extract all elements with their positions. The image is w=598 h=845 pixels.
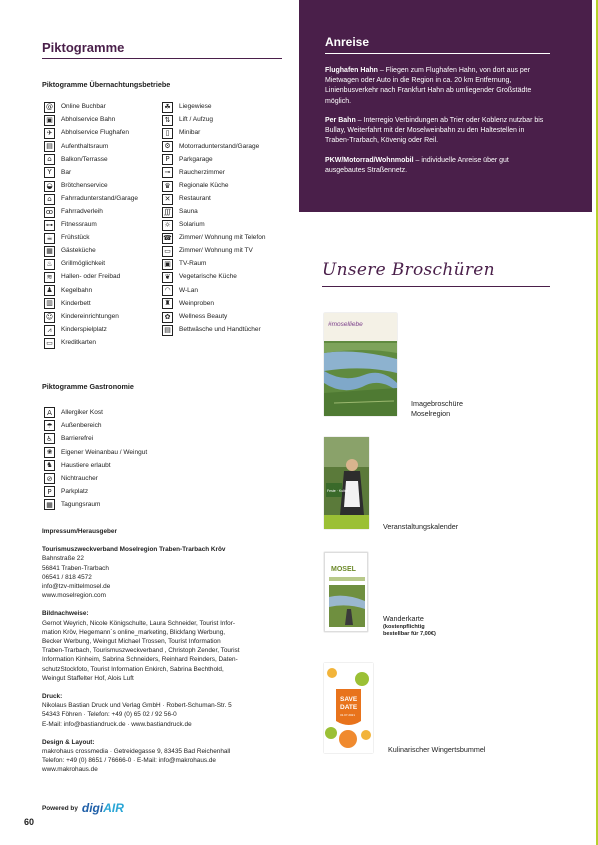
wine-tasting-icon: ♜: [162, 298, 173, 309]
plane-icon: ✈: [44, 128, 55, 139]
kids-icon: ☺: [45, 312, 54, 321]
pictogram-item: [162, 272, 237, 283]
parking-icon: P: [162, 154, 173, 165]
pictogram-label: TV-Raum: [179, 260, 207, 268]
anreise-divider: [325, 53, 550, 54]
parking-icon: P: [44, 486, 55, 497]
uebernachtung-pictogram-list: [44, 102, 294, 351]
pictogram-row: [44, 102, 294, 115]
outdoor-icon: ☂: [44, 420, 55, 431]
balcony-icon: ⌂: [44, 154, 55, 165]
pictogram-row: [44, 167, 294, 180]
pictogram-label: Fitnessraum: [61, 221, 97, 229]
lawn-icon: ☘: [162, 102, 173, 113]
pictogram-item: [44, 233, 90, 244]
anreise-pkw-paragraph: PKW/Motorrad/Wohnmobil – individuelle Anreise über gut ausgebautes Straßennetz.: [325, 157, 509, 175]
design-website-link[interactable]: www.makrohaus.de: [42, 766, 98, 774]
solarium-icon: ☼: [162, 220, 173, 231]
pictogram-label: Nichtraucher: [61, 475, 98, 483]
pictogram-item: [44, 128, 129, 139]
bildnachweise-heading: Bildnachweise:: [42, 610, 89, 618]
pictogram-item: [162, 220, 205, 231]
design-line: Telefon: +49 (0) 8651 / 76666-0 · E-Mail: info@makrohaus.de: [42, 757, 216, 765]
pictogram-item: [162, 312, 227, 323]
pictogram-item: [162, 102, 212, 113]
anreise-bahn-paragraph: Per Bahn – Interregio Verbindungen ab Trier oder Koblenz nutzbar bis Bullay, Weiterfahrt mit der Moselweinbahn zu den Haltestellen in Traben-Trarbach, Kövenig oder Reil.: [325, 117, 544, 145]
pictogram-row: [44, 181, 294, 194]
anreise-flughafen-paragraph: Flughafen Hahn – Fliegen zum Flughafen Hahn, von dort aus per Mietwagen oder Auto in die Region in ca. 20 km Entfernung, Linienbusverkehr nach Frankfurt Hahn ab umliegender Großstädte möglich.: [325, 67, 532, 105]
pictogram-label: Kinderspielplatz: [61, 325, 107, 333]
pictogram-item: [44, 220, 97, 231]
bildnachweise-line: Traben-Trarbach, Tourismuszweckverband , Christoph Zender, Tourist: [42, 647, 240, 655]
bildnachweise-line: Weingut Staffelter Hof, Alois Luft: [42, 674, 134, 682]
digiair-logo: digiAIR: [81, 801, 124, 815]
gastronomie-item: [44, 485, 244, 498]
pictogram-item: [44, 285, 92, 296]
gastronomie-item: [44, 459, 244, 472]
impressum-line: 06541 / 818 4572: [42, 573, 92, 581]
pictogram-row: [44, 128, 294, 141]
elevator-icon: ⇅: [162, 115, 173, 126]
pictogram-label: Barrierefrei: [61, 435, 94, 443]
pictogram-row: [44, 246, 294, 259]
at-icon: @: [46, 103, 53, 111]
page-number: 60: [24, 817, 35, 827]
impressum-website-link[interactable]: www.moselregion.com: [42, 592, 106, 600]
pictogram-label: Minibar: [179, 129, 201, 137]
broschueren-heading: Unsere Broschüren: [322, 260, 495, 280]
pictogram-item: [162, 233, 265, 244]
pictogram-label: Parkgarage: [179, 155, 213, 163]
pictogram-label: Motorradunterstand/Garage: [179, 142, 260, 150]
pictogram-label: Solarium: [179, 221, 205, 229]
brochure-cover-imagebroschuere[interactable]: [324, 313, 397, 416]
impressum-block: [42, 527, 282, 775]
pictogram-row: [44, 154, 294, 167]
brochure-caption-veranstaltungskalender: Veranstaltungskalender: [383, 522, 459, 531]
bildnachweise-line: mation Kröv, Hegemann´s online_marketing, Blickfang Werbung,: [42, 628, 226, 636]
pictogram-label: Tagungsraum: [61, 501, 101, 509]
allergy-icon: A: [44, 407, 55, 418]
anreise-heading: Anreise: [325, 35, 370, 49]
pictogram-row: [44, 285, 294, 298]
pictogram-item: [162, 167, 225, 178]
minibar-icon: ▯: [162, 128, 173, 139]
uebernachtung-subheading: Piktogramme Übernachtungsbetriebe: [42, 80, 171, 89]
pictogram-row: [44, 338, 294, 351]
pictogram-label: Kindereinrichtungen: [61, 312, 119, 320]
pictogram-item: [44, 246, 96, 257]
pictogram-item: [44, 115, 115, 126]
cover-title-text: #moselliebe: [328, 321, 363, 328]
no-smoking-icon: ⊘: [44, 473, 55, 484]
bildnachweise-line: Gernot Weyrich, Nicole Königschulte, Laura Schneider, Tourist Infor-: [42, 619, 235, 627]
pictogram-item: [162, 115, 213, 126]
pictogram-label: Kegelbahn: [61, 286, 93, 294]
pictogram-item: [44, 194, 138, 205]
pictogram-label: Sauna: [179, 208, 198, 215]
bike-garage-icon: ⌂: [44, 194, 55, 205]
impressum-heading: Impressum/Herausgeber: [42, 528, 117, 535]
bar-icon: Y: [44, 167, 55, 178]
powered-by-label: Powered by: [42, 804, 78, 812]
impressum-line: Bahnstraße 22: [42, 555, 84, 563]
bus-icon: ▣: [44, 115, 55, 126]
brochure-cover-wingertsbummel[interactable]: [324, 663, 373, 753]
pictogram-row: [44, 115, 294, 128]
gastronomie-pictogram-list: [44, 406, 244, 512]
wheelchair-icon: ♿: [44, 433, 55, 444]
pictogram-item: [162, 194, 211, 205]
wifi-icon: ◠: [162, 285, 173, 296]
tv-room-icon: ▣: [162, 259, 173, 270]
design-line: makrohaus crossmedia · Getreidegasse 9, 83435 Bad Reichenhall: [42, 748, 231, 756]
pictogram-label: Balkon/Terrasse: [61, 155, 108, 163]
meeting-room-icon: ▦: [44, 499, 55, 510]
impressum-line: 56841 Traben-Trarbach: [42, 564, 109, 572]
gastronomie-item: [44, 446, 244, 459]
pictogram-item: [44, 141, 108, 152]
druck-line: Nikolaus Bastian Druck und Verlag GmbH · Robert-Schuman-Str. 5: [42, 702, 232, 710]
pictogram-label: Fahrradunterstand/Garage: [61, 194, 138, 202]
pictogram-item: [44, 207, 103, 218]
pictogram-item: [44, 312, 119, 323]
sauna-icon: ∭: [163, 207, 172, 216]
pictogram-label: Abholservice Flughafen: [61, 129, 129, 137]
lounge-icon: ▤: [44, 141, 55, 152]
pictogram-label: Allergiker Kost: [61, 409, 103, 417]
pets-icon: ♞: [44, 460, 55, 471]
grill-icon: ♨: [44, 259, 55, 270]
brochure-cover-wanderkarte[interactable]: [324, 552, 368, 632]
gastronomie-item: [44, 498, 244, 511]
pictogram-label: Zimmer/ Wohnung mit Telefon: [179, 234, 266, 242]
pictogram-item: [162, 285, 198, 296]
pictogram-label: Außenbereich: [61, 422, 102, 430]
pictogram-row: [44, 207, 294, 220]
pictogram-item: [44, 181, 108, 192]
pictogram-label: Bar: [61, 168, 72, 176]
pictogram-item: [44, 325, 107, 336]
gastronomie-item: [44, 406, 244, 419]
pictogram-row: [44, 325, 294, 338]
pictogram-item: [44, 272, 120, 283]
pictogram-label: W-Lan: [179, 286, 199, 294]
credit-card-icon: ▭: [44, 338, 55, 349]
cover-title-text: MOSEL: [331, 566, 356, 573]
pictogram-item: [162, 298, 214, 309]
date-text: DATE: [340, 704, 358, 711]
pictogram-item: [44, 259, 105, 270]
bildnachweise-line: Becker Werbung, Weingut Michael Trossen, Tourist Information: [42, 638, 221, 646]
kitchen-icon: ▦: [44, 246, 55, 257]
gastronomie-item: [44, 472, 244, 485]
pictogram-label: Vegetarische Küche: [179, 273, 237, 281]
motorbike-icon: ⚙: [162, 141, 173, 152]
pictogram-item: [44, 338, 96, 349]
vegetarian-icon: ❦: [162, 272, 173, 283]
pictogram-row: [44, 298, 294, 311]
pictogram-item: [162, 207, 198, 218]
bread-icon: ◒: [44, 181, 55, 192]
playground-icon: ⩘: [44, 325, 55, 336]
pictogram-label: Aufenthaltsraum: [61, 142, 109, 150]
pictogram-label: Raucherzimmer: [179, 168, 225, 176]
impressum-org: Tourismuszweckverband Moselregion Traben-Trarbach Kröv: [42, 546, 226, 554]
pictogram-row: [44, 220, 294, 233]
pictogram-label: Wellness Beauty: [179, 312, 228, 320]
pictogram-item: [162, 246, 253, 257]
bildnachweise-line: schutzStockfoto, Tourist Information Enkirch, Sabrina Bechthold,: [42, 665, 224, 673]
pictogram-row: [44, 272, 294, 285]
pictogram-label: Hallen- oder Freibad: [61, 273, 121, 281]
pictogram-label: Online Buchbar: [61, 103, 106, 111]
bildnachweise-line: Information Kinheim, Sabrina Schneiders, Reinhard Reinders, Daten-: [42, 656, 238, 664]
regional-cuisine-icon: ♛: [162, 181, 173, 192]
bike-icon: ꝏ: [45, 207, 54, 216]
pictogram-row: [44, 194, 294, 207]
broschueren-divider: [322, 286, 550, 287]
fitness-icon: ⊶: [46, 220, 53, 229]
impressum-email-link[interactable]: info@tzv-mittelmosel.de: [42, 583, 111, 591]
druck-heading: Druck:: [42, 693, 63, 701]
pictogram-label: Kreditkarten: [61, 338, 97, 346]
pictogram-item: [162, 181, 229, 192]
restaurant-icon: ✕: [162, 194, 173, 205]
gastronomie-item: [44, 432, 244, 445]
brochure-caption-wingertsbummel: Kulinarischer Wingertsbummel: [388, 745, 486, 754]
pictogram-label: Weinproben: [179, 299, 214, 307]
save-text: SAVE: [340, 696, 358, 703]
pictogram-label: Regionale Küche: [179, 181, 229, 189]
pictogram-row: [44, 233, 294, 246]
druck-line: 54343 Föhren · Telefon: +49 (0) 65 02 / 92 56-0: [42, 711, 177, 719]
piktogramme-heading: Piktogramme: [42, 40, 125, 55]
pictogram-label: Kinderbett: [61, 299, 91, 307]
bowling-icon: ♟: [44, 285, 55, 296]
pictogram-label: Brötchenservice: [61, 181, 108, 189]
pictogram-item: [162, 325, 261, 336]
crib-icon: ▥: [44, 298, 55, 309]
pictogram-item: [162, 128, 200, 139]
event-date-text: 31.07.2021: [340, 713, 356, 717]
pictogram-label: Abholservice Bahn: [61, 116, 116, 124]
pictogram-item: [44, 102, 106, 113]
pictogram-item: [162, 259, 206, 270]
grapes-icon: ❀: [44, 447, 55, 458]
pictogram-item: [44, 167, 71, 178]
pictogram-label: Parkplatz: [61, 488, 89, 496]
brochure-caption-wanderkarte: Wanderkarte (kostenpflichtig bestellbar für 7,00€): [383, 614, 436, 637]
pictogram-label: Haustiere erlaubt: [61, 461, 111, 469]
brochure-cover-veranstaltungskalender[interactable]: [324, 437, 369, 529]
design-heading: Design & Layout:: [42, 738, 95, 746]
pool-icon: ≋: [44, 272, 55, 283]
pictogram-row: [44, 259, 294, 272]
brochure-caption-imagebroschuere: Imagebroschüre Moselregion: [411, 399, 463, 418]
towel-icon: ▤: [162, 325, 173, 336]
gastronomie-item: [44, 419, 244, 432]
smoking-icon: ⊸: [162, 167, 173, 178]
pictogram-label: Zimmer/ Wohnung mit TV: [179, 247, 253, 255]
pictogram-row: [44, 141, 294, 154]
pictogram-label: Grillmöglichkeit: [61, 260, 106, 268]
tv-icon: ▭: [162, 246, 173, 257]
gastronomie-subheading: Piktogramme Gastronomie: [42, 382, 134, 391]
pictogram-label: Fahrradverleih: [61, 208, 103, 215]
pictogram-item: [162, 154, 213, 165]
pictogram-label: Bettwäsche und Handtücher: [179, 325, 261, 333]
phone-icon: ☎: [163, 233, 172, 242]
cover-title-text: Feste · Kultur: [327, 489, 349, 493]
pictogram-label: Restaurant: [179, 194, 211, 202]
powered-by: [42, 801, 124, 815]
pictogram-row: [44, 312, 294, 325]
pictogram-label: Lift / Aufzug: [179, 116, 213, 124]
pictogram-item: [44, 298, 91, 309]
pictogram-item: [162, 141, 259, 152]
anreise-panel: [299, 0, 592, 212]
heading-divider: [42, 58, 282, 59]
pictogram-item: [44, 154, 108, 165]
pictogram-label: Frühstück: [61, 234, 90, 242]
pictogram-label: Liegewiese: [179, 103, 212, 111]
breakfast-icon: ☕: [44, 233, 55, 244]
wellness-icon: ✿: [162, 312, 173, 323]
pictogram-label: Eigener Weinanbau / Weingut: [61, 448, 148, 456]
pictogram-label: Gästeküche: [61, 247, 96, 255]
druck-line: E-Mail: info@bastiandruck.de · www.bastiandruck.de: [42, 720, 192, 728]
